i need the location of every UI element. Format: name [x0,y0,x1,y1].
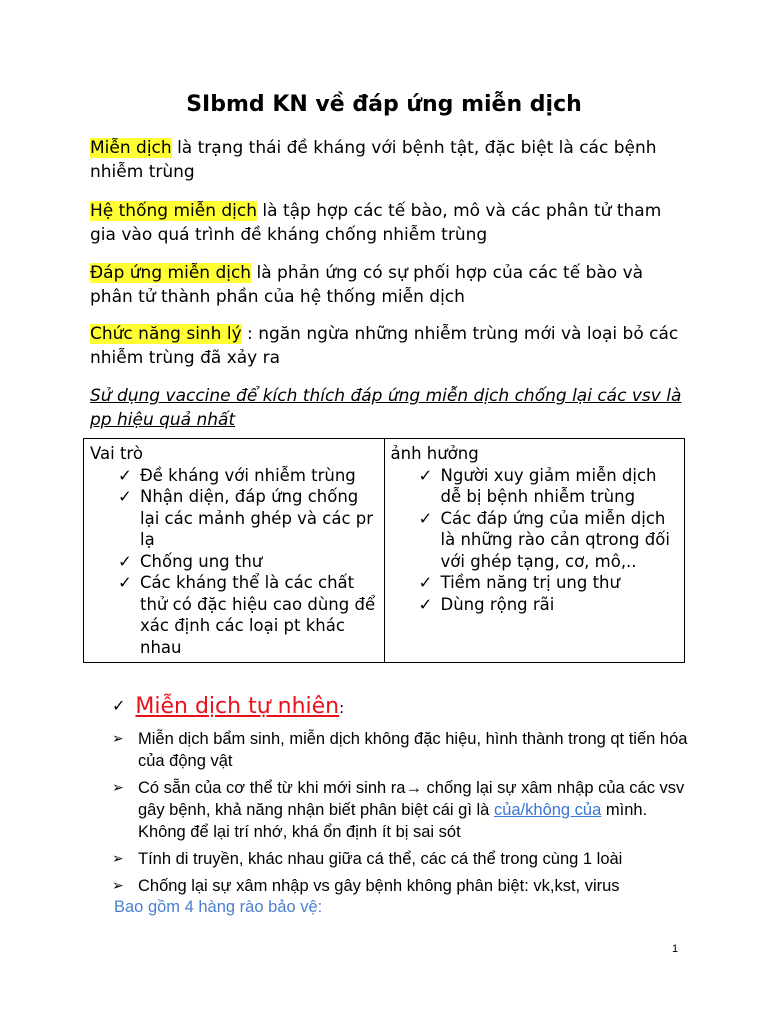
vaccine-note: Sử dụng vaccine để kích thích đáp ứng miễn dịch chống lại các vsv là pp hiệu quả nhất [90,386,682,430]
column-header-roles: Vai trò [90,444,143,463]
definition-immunity [90,136,690,184]
term-highlight: Đáp ứng miễn dịch [90,263,252,283]
list-item: ➢ Có sẵn của cơ thể từ khi mới sinh ra→ chống lại sự xâm nhập của các vsv gây bệnh, khả năng nhận biết phân biệt cái gì là của/không của mình. Không để lại trí nhớ, khá ổn định ít bị sai sót [112,779,685,841]
check-icon: ✓ [118,573,132,592]
check-icon: ✓ [112,696,126,715]
arrow-icon: → [405,779,422,797]
arrow-bullet-icon: ➢ [112,731,124,747]
term-highlight: Hệ thống miễn dịch [90,201,258,221]
definition-immune-response [90,261,690,309]
list-item: ✓ Nhận diện, đáp ứng chống lại các mảnh ghép và các pr lạ [118,487,374,549]
section-colon: : [339,699,345,717]
check-icon: ✓ [118,465,132,485]
definition-text: là phản ứng có sự phối hợp của các tế bào và phân tử thành phần của hệ thống miễn dịch [90,263,644,307]
list-item: ➢ Chống lại sự xâm nhập vs gây bệnh không phân biệt: vk,kst, virus [112,877,620,895]
list-item: ✓ Chống ung thư [118,551,263,571]
list-item: ➢ Miễn dịch bẩm sinh, miễn dịch không đặc hiệu, hình thành trong qt tiến hóa của động vật [112,730,688,770]
section-title: Miễn dịch tự nhiên [135,694,340,719]
check-icon: ✓ [118,487,132,506]
innate-immunity-list [112,728,692,902]
page-number: 1 [672,943,679,955]
definition-text: là tập hợp các tế bào, mô và các phân tử tham gia vào quá trình đề kháng chống nhiễm trùng [90,201,662,245]
definition-text: là trạng thái đề kháng với bệnh tật, đặc biệt là các bệnh nhiễm trùng [90,138,657,182]
definition-immune-system [90,199,690,247]
arrow-bullet-icon: ➢ [112,878,124,894]
column-header-effects: ảnh hưởng [390,444,479,463]
page-title: SIbmd KN về đáp ứng miễn dịch [186,92,582,117]
list-item: ✓ Dùng rộng rãi [418,594,555,614]
term-highlight: Miễn dịch [90,138,172,158]
roles-column [84,439,385,663]
list-item: ✓ Các đáp ứng của miễn dịch là những rào cản qtrong đối với ghép tạng, cơ, mô,.. [418,508,670,571]
term-highlight: Chức năng sinh lý [90,324,242,344]
hyperlink[interactable]: của/không của [493,801,602,819]
arrow-bullet-icon: ➢ [112,851,124,867]
definition-text: : ngăn ngừa những nhiễm trùng mới và loại bỏ các nhiễm trùng đã xảy ra [90,324,679,368]
list-item: ✓ Người xuy giảm miễn dịch dễ bị bệnh nhiễm trùng [418,465,657,506]
definition-function [90,322,690,370]
arrow-bullet-icon: ➢ [112,780,124,796]
barriers-line: Bao gồm 4 hàng rào bảo vệ: [114,898,323,916]
check-icon: ✓ [118,551,132,571]
check-icon: ✓ [418,594,433,614]
check-icon: ✓ [418,508,433,528]
list-item: ➢ Tính di truyền, khác nhau giữa cá thể, các cá thể trong cùng 1 loài [112,850,623,868]
list-item: ✓ Đề kháng với nhiễm trùng [118,465,356,485]
list-item: ✓ Tiềm năng trị ung thư [418,573,620,592]
list-item: ✓ Các kháng thể là các chất thử có đặc hiệu cao dùng để xác định các loại pt khác nhau [118,573,376,657]
roles-effects-table [83,438,685,663]
check-icon: ✓ [418,573,433,592]
check-icon: ✓ [418,465,433,485]
section-heading [112,694,344,719]
effects-column [384,439,685,663]
